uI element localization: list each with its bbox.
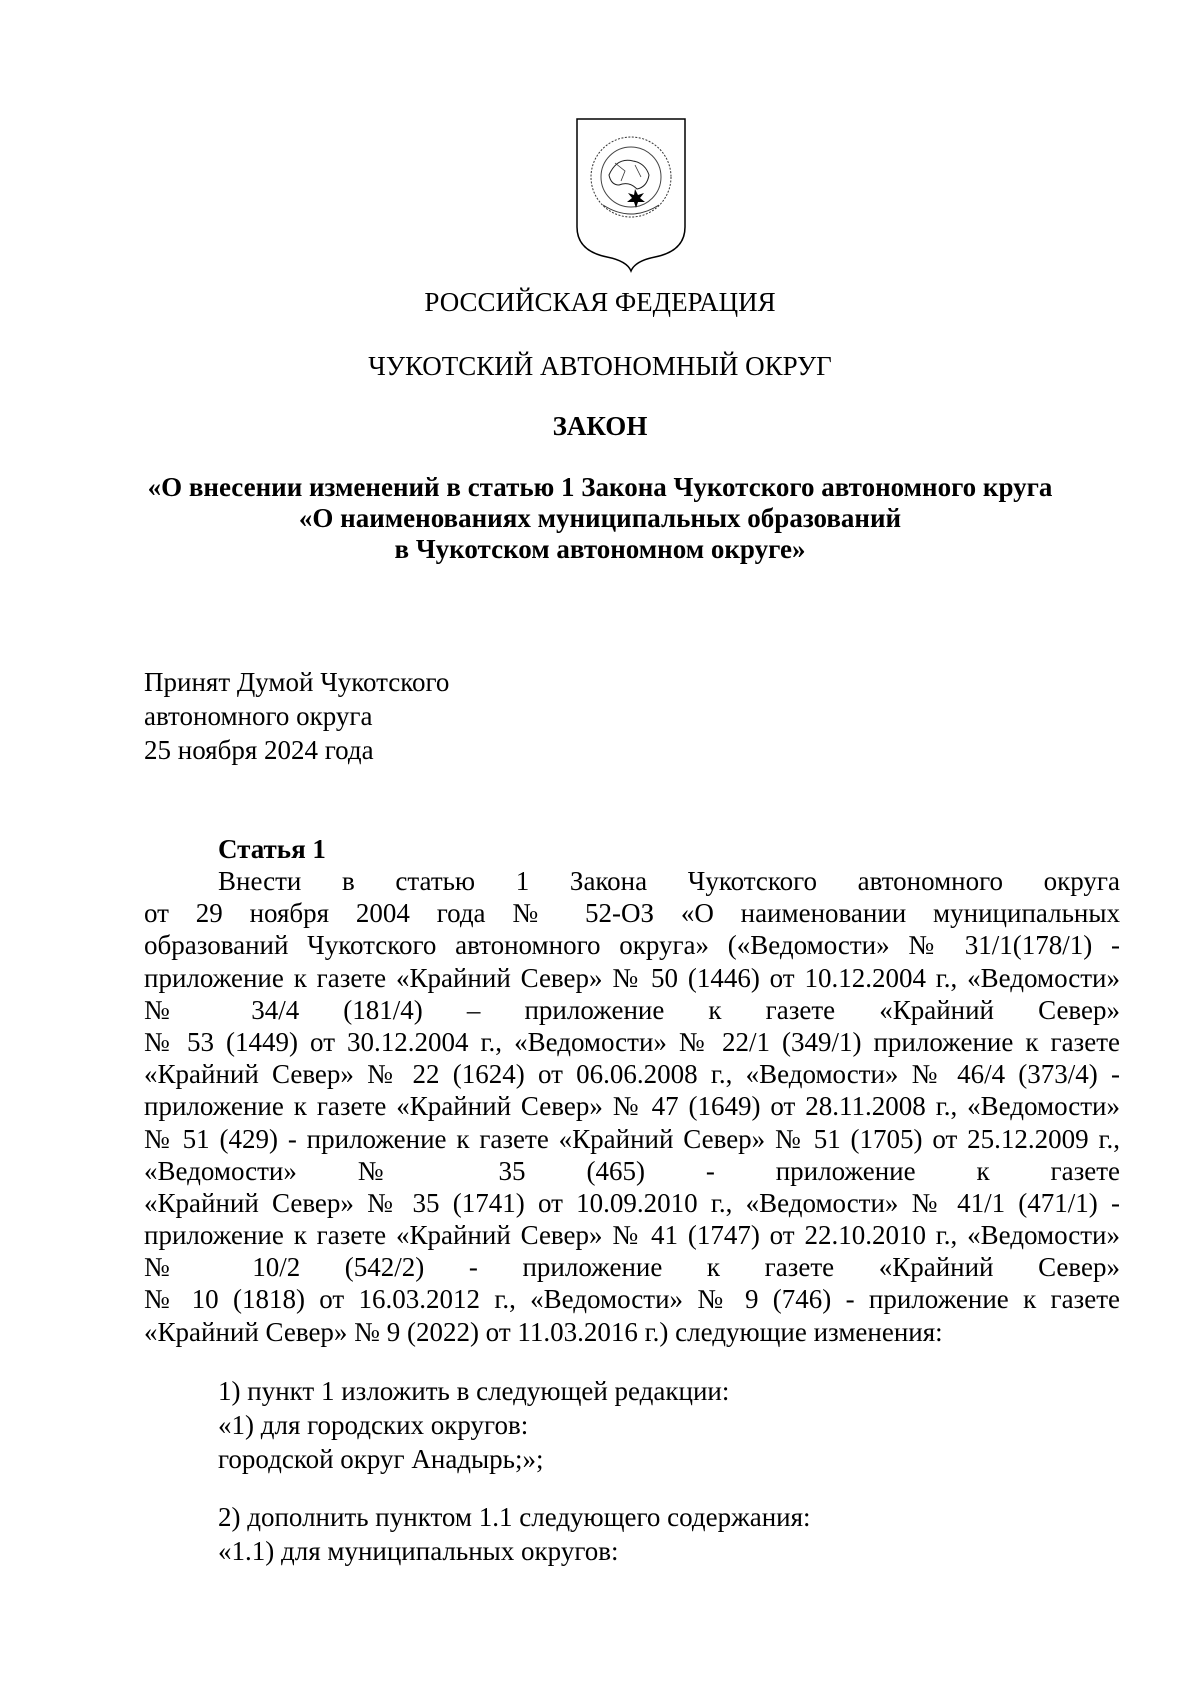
- adoption-line-2: автономного округа: [144, 701, 373, 731]
- article-line: «Крайний Север» № 22 (1624) от 06.06.2008 г., «Ведомости» № 46/4 (373/4) -: [144, 1059, 1120, 1090]
- adoption-line-3: 25 ноября 2024 года: [144, 735, 374, 765]
- article-line: Внести в статью 1 Закона Чукотского автономного округа: [218, 866, 1120, 896]
- article-line: № 34/4 (181/4) – приложение к газете «Крайний Север»: [144, 994, 1120, 1025]
- article-line: образований Чукотского автономного округа» («Ведомости» № 31/1(178/1) -: [144, 930, 1120, 961]
- article-line: от 29 ноября 2004 года № 52-ОЗ «О наименовании муниципальных: [144, 898, 1120, 929]
- item-2-line: 2) дополнить пунктом 1.1 следующего содержания:: [218, 1502, 811, 1532]
- coat-of-arms-emblem: [571, 115, 691, 275]
- law-title-line-1: «О внесении изменений в статью 1 Закона Чукотского автономного круга: [147, 472, 1053, 502]
- article-line: «Крайний Север» № 35 (1741) от 10.09.2010 г., «Ведомости» № 41/1 (471/1) -: [144, 1187, 1120, 1218]
- item-1-line: городской округ Анадырь;»;: [218, 1444, 544, 1474]
- article-line: № 10 (1818) от 16.03.2012 г., «Ведомости» № 9 (746) - приложение к газете: [144, 1284, 1120, 1315]
- article-line: № 10/2 (542/2) - приложение к газете «Крайний Север»: [144, 1252, 1120, 1283]
- article-line: № 51 (429) - приложение к газете «Крайний Север» № 51 (1705) от 25.12.2009 г.,: [144, 1123, 1120, 1154]
- article-line: «Ведомости» № 35 (465) - приложение к газете: [144, 1155, 1120, 1186]
- article-line: приложение к газете «Крайний Север» № 47 (1649) от 28.11.2008 г., «Ведомости»: [144, 1091, 1120, 1122]
- country-heading: РОССИЙСКАЯ ФЕДЕРАЦИЯ: [424, 287, 776, 317]
- amendment-item-2: [218, 1500, 811, 1568]
- amendment-item-1: [218, 1374, 729, 1476]
- item-2-line: «1.1) для муниципальных округов:: [218, 1536, 619, 1566]
- item-1-line: «1) для городских округов:: [218, 1410, 529, 1440]
- law-title-line-3: в Чукотском автономном округе»: [394, 534, 806, 564]
- law-title-line-2: «О наименованиях муниципальных образований: [298, 503, 902, 533]
- article-line: приложение к газете «Крайний Север» № 50 (1446) от 10.12.2004 г., «Ведомости»: [144, 962, 1120, 993]
- adoption-note: [144, 665, 449, 767]
- article-body: [144, 865, 1120, 1348]
- region-heading: ЧУКОТСКИЙ АВТОНОМНЫЙ ОКРУГ: [368, 351, 832, 381]
- item-1-line: 1) пункт 1 изложить в следующей редакции:: [218, 1376, 730, 1406]
- law-heading: ЗАКОН: [552, 411, 648, 441]
- article-heading: Статья 1: [218, 834, 326, 864]
- article-line: № 53 (1449) от 30.12.2004 г., «Ведомости» № 22/1 (349/1) приложение к газете: [144, 1026, 1120, 1057]
- adoption-line-1: Принят Думой Чукотского: [144, 667, 450, 697]
- article-line: «Крайний Север» № 9 (2022) от 11.03.2016 г.) следующие изменения:: [144, 1316, 943, 1347]
- article-line: приложение к газете «Крайний Север» № 41 (1747) от 22.10.2010 г., «Ведомости»: [144, 1220, 1120, 1251]
